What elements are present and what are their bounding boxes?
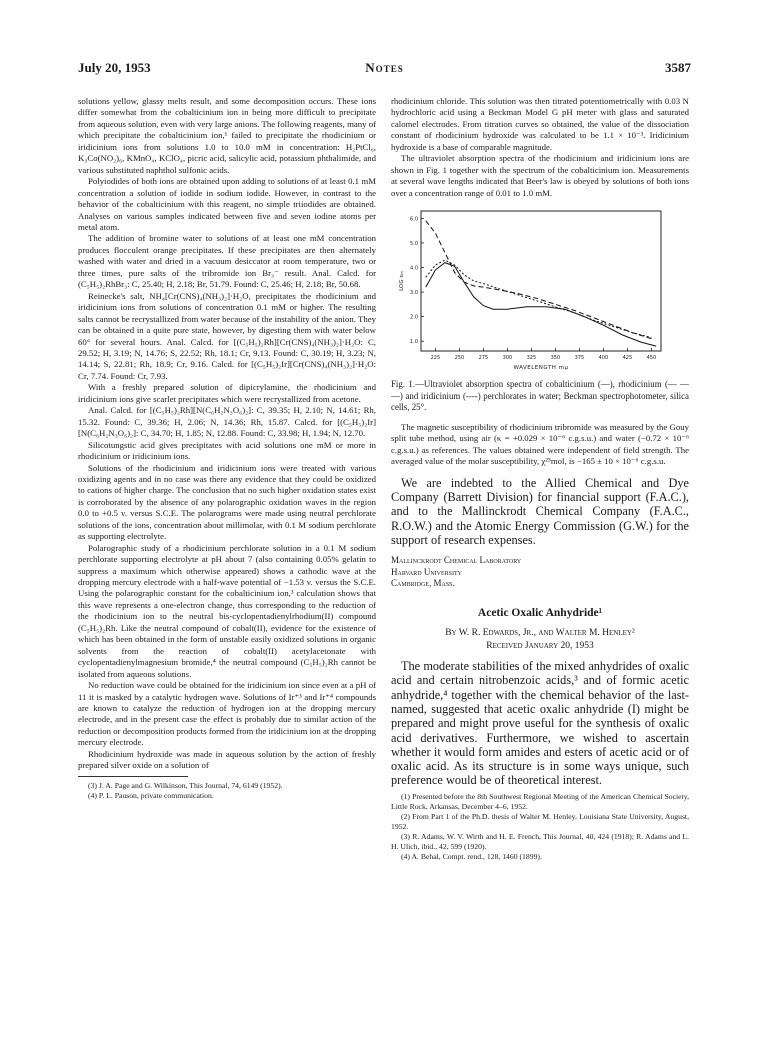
x-tick-label: 450: [646, 355, 657, 362]
footnote: (3) J. A. Page and G. Wilkinson, This Journal, 74, 6149 (1952).: [88, 780, 283, 790]
acknowledgement-block: [391, 476, 689, 547]
x-tick-label: 225: [430, 355, 441, 362]
paragraph: The addition of bromine water to solutions of at least one mM concentration produces flocculent orange precipitates. If these precipitates are then alternately washed with water and dried in a vacuum desiccator at room temperature, two or three times, pure salts of the tribromide ion Br₃⁻ result. Anal. Calcd. for (C₅H₅)₂RhBr₃: C, 25.40; H, 2.18; Br, 51.79. Found: C, 25.46; H, 2.18; Br, 50.68.: [78, 233, 376, 290]
paragraph: With a freshly prepared solution of dipicrylamine, the rhodicinium and iridicinium ions give scarlet precipitates which were recrystallized from acetone.: [78, 382, 376, 404]
x-tick-label: 325: [526, 355, 537, 362]
affiliation-line: Cambridge, Mass.: [391, 578, 455, 589]
article-received-date: Received January 20, 1953: [486, 641, 594, 652]
x-tick-label: 275: [478, 355, 489, 362]
footnote: (3) R. Adams, W. V. Wirth and H. E. French, This Journal, 40, 424 (1918); R. Adams and L. H. Ulich, ibid., 42, 599 (1920).: [391, 831, 689, 851]
footnote: (1) Presented before the 8th Southwest Regional Meeting of the American Chemical Society, Little Rock, Arkansas, December 4–6, 1952.: [391, 791, 689, 811]
x-tick-label: 350: [550, 355, 561, 362]
series-line-solid: [426, 263, 656, 347]
page-header: [78, 60, 691, 76]
footnotes: [78, 781, 376, 801]
footnote: (4) P. L. Pauson, private communication.: [88, 790, 214, 800]
paragraph: The ultraviolet absorption spectra of the rhodicinium and iridicinium ions are shown in Fig. 1 together with the spectrum of the cobalticinium ion. Measurements at several wave lengths indicated that Beer's law is obeyed by solutions of both ions over a concentration range of 0.01 to 1.0 mM.: [391, 153, 689, 198]
affiliation-line: Harvard University: [391, 566, 462, 577]
series-line-dot: [426, 260, 652, 337]
article-title: Acetic Oxalic Anhydride¹: [477, 606, 603, 619]
paragraph: Anal. Calcd. for [(C₅H₅)₂Rh][N(C₆H₂N₃O₆)₂]: C, 39.35; H, 2.10; N, 14.61; Rh, 15.32. Found: C, 39.36; H, 2.06; N, 14.36; Rh, 15.87. Calcd. for [(C₅H₅)₂Ir][N(C₆H₂N₃O₆)₂]: C, 34.70; H, 1.85; N, 12.88. Found: C, 33.98; H, 1.94; N, 12.70.: [78, 405, 376, 439]
footnote-rule: [78, 776, 188, 777]
paragraph: Polyiodides of both ions are obtained upon adding to solutions of at least 0.1 mM concentration a solution of iodide in sodium iodide. However, in contrast to the behavior of the cobalticinium with this reagent, no simple triiodides are obtained. Analyses on various samples indicated between five and seven iodine atoms per metal atom.: [78, 176, 376, 232]
header-date: July 20, 1953: [78, 60, 151, 75]
paragraph: solutions yellow, glassy melts result, and some decomposition occurs. These ions differ somewhat from the cobalticinium ion in being more difficult to precipitate from aqueous solution, even with very large anions. The following reagents, many of which precipitate the cobalticinium ion,¹ failed to precipitate the rhodicinium or iridicinium ions from solutions 1.0 to 10.0 mM in concentration: H₂PtCl₆, K₃Co(NO₂)₆, KMnO₄, KClO₄, picric acid, salicylic acid, potassium phthalimide, and various substituted naphthol sulfonic acids.: [78, 96, 376, 175]
paragraph: Reinecke's salt, NH₄[Cr(CNS)₄(NH₃)₂]·H₂O, precipitates the rhodicinium and iridicinium ions from solutions of concentration 0.1 mM or higher. The resulting salts cannot be recrystallized from water because of the instability of the anion. They can be obtained in a quite pure state, however, by digesting them with water below 60° for several hours. Anal. Calcd. for [(C₅H₅)₂Rh][Cr(CNS)₄(NH₃)₂]·H₂O: C, 29.52; H, 3.19; N, 14.76; S, 22.52; Rh, 18.1; Cr, 9.13. Found: C, 30.19; H, 3.23; N, 14.14; S, 22.81; Rh, 18.9; Cr, 9.16. Calcd. for [(C₅H₅)₂Ir][Cr(CNS)₄(NH₃)₂]·H₂O: Cr, 7.74. Found: Cr, 7.93.: [78, 290, 376, 381]
paragraph: Silicotungstic acid gives precipitates with acid solutions one mM or more in rhodicinium or iridicinium ions.: [78, 439, 376, 462]
header-section: Notes: [365, 60, 404, 75]
footnote: (2) From Part 1 of the Ph.D. thesis of Walter M. Henley, Louisiana State University, August, 1952.: [391, 811, 689, 831]
header-page-number: 3587: [665, 60, 691, 75]
y-tick-label: 5.0: [410, 241, 418, 248]
y-tick-label: 4.0: [410, 265, 418, 272]
x-tick-label: 250: [454, 355, 465, 362]
left-column: [78, 96, 376, 801]
x-axis-label: WAVELENGTH mμ: [513, 365, 569, 372]
paragraph: The moderate stabilities of the mixed anhydrides of oxalic acid and certain nitrobenzoic acids,³ and of formic acetic anhydride,⁴ together with the chemical behavior of the last-named, suggested that acetic oxalic anhydride (I) might be prepared and might prove useful for the synthesis of oxalic acid derivatives. Furthermore, we wished to ascertain whether it would form amides and esters of acetic acid or of oxalic acid. As its structure is in some ways unique, such preference would be of theoretical interest.: [391, 659, 689, 788]
x-tick-label: 425: [622, 355, 633, 362]
figure-caption: Fig. 1.—Ultraviolet absorption spectra of cobalticinium (—), rhodicinium (— — —) and iridicinium (----) perchlorates in water; Beckman spectrophotometer, silica cells, 25°.: [391, 379, 689, 413]
paragraph: Rhodicinium hydroxide was made in aqueous solution by the action of freshly prepared silver oxide on a solution of: [78, 748, 376, 771]
right-column: [391, 96, 689, 862]
series-line-dash: [426, 221, 652, 339]
paragraph: Solutions of the rhodicinium and iridicinium ions were treated with various oxidizing agents and in no case was there any evidence that they could be oxidized to cations of higher charge. The conclusion that no such higher oxidation states exist is corroborated by the absence of any polarographic oxidation waves in the region 0.0 to +0.5 v. versus S.C.E. The polarograms were made using neutral perchlorate solutions of the ions, concentration about millimolar, with 0.1 M sodium perchlorate as supporting electrolyte.: [78, 462, 376, 542]
footnote: (4) A. Behal, Compt. rend., 128, 1460 (1899).: [401, 851, 542, 861]
footnotes: [391, 792, 689, 862]
article-byline: By W. R. Edwards, Jr., and Walter M. Henley²: [445, 628, 635, 639]
paragraph: No reduction wave could be obtained for the iridicinium ion since even at a pH of 11 it is masked by a catalytic hydrogen wave. Solutions of Ir⁺³ and Ir⁺⁴ compounds are known to catalyze the reduction of hydrogen ion at the dropping mercury electrode, and in the present case the effect is probably due to similar action of the reduction or decomposition products formed from the iridicinium ion at the dropping mercury electrode.: [78, 680, 376, 748]
affiliation: [391, 555, 689, 590]
paragraph: rhodicinium chloride. This solution was then titrated potentiometrically with 0.03 N hydrochloric acid using a Beckman Model G pH meter with glass and saturated calomel electrodes. From titration curves so obtained, the value of the dissociation constant of rhodicinium hydroxide was calculated to be 1.1 × 10⁻³. Iridicinium hydroxide is a base of comparable magnitude.: [391, 96, 689, 152]
y-tick-label: 6.0: [410, 216, 418, 223]
y-axis-label: LOG εₘ: [399, 271, 405, 291]
uv-spectrum-chart: [391, 205, 689, 375]
figure-1: [391, 205, 689, 375]
x-tick-label: 400: [598, 355, 609, 362]
y-tick-label: 3.0: [410, 290, 418, 297]
x-tick-label: 300: [502, 355, 513, 362]
y-tick-label: 2.0: [410, 314, 418, 321]
x-tick-label: 375: [574, 355, 585, 362]
acknowledgement: We are indebted to the Allied Chemical and Dye Company (Barrett Division) for financial support (F.A.C.), and to the Mallinckrodt Chemical Company (F.A.C., R.O.W.) and the Atomic Energy Commission (G.W.) for the support of research expenses.: [391, 475, 689, 547]
article-body: [391, 659, 689, 788]
paragraph: The magnetic susceptibility of rhodicinium tribromide was measured by the Gouy split tube method, using air (κ = +0.029 × 10⁻⁶ c.g.s.u.) and water (−0.72 × 10⁻⁶ c.g.s.u.) as references. The values obtained were independent of field strength. The averaged value of the molar susceptibility, χ²⁵mol, is −165 ± 10 × 10⁻⁶ c.g.s.u.: [391, 421, 689, 467]
paragraph: Polarographic study of a rhodicinium perchlorate solution in a 0.1 M sodium perchlorate supporting electrolyte at pH about 7 (also containing 0.05% gelatin to suppress a maximum which otherwise appeared) shows a cathodic wave at the dropping mercury electrode with a half-wave potential of −1.53 v. versus the S.C.E. Using the polarographic constant for the cobalticinium ion,³ calculation shows that this wave represents a one-electron change, thus corresponding to the reduction of the rhodicinium ion to the neutral bis-cyclopentadienylrhodium(II) compound (C₅H₅)₂Rh. Like the neutral compound of cobalt(II), evidence for the existence of which has been obtained in the form of unstable easily oxidized solutions in organic solvents from the reaction of cobalt(II) acetylacetonate with cyclopentadienylmagnesium bromide,⁴ the neutral compound (C₅H₅)₂Rh cannot be isolated from aqueous solutions.: [78, 542, 376, 679]
y-tick-label: 1.0: [410, 339, 418, 346]
affiliation-line: Mallinckrodt Chemical Laboratory: [391, 555, 522, 566]
